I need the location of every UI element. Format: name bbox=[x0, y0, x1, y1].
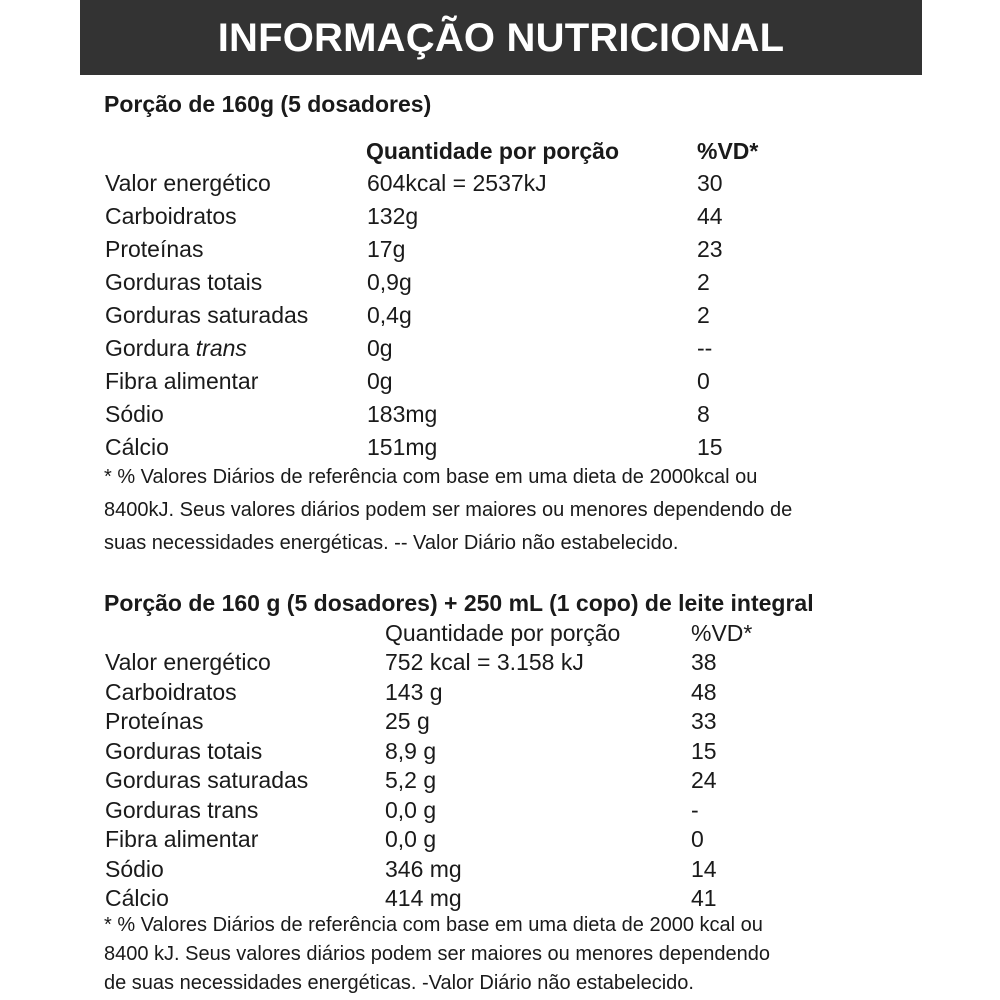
table-row bbox=[0, 826, 1000, 859]
table-row bbox=[0, 203, 1000, 236]
table-row bbox=[0, 302, 1000, 335]
nutrient-vd: 15 bbox=[691, 738, 717, 764]
table-row bbox=[0, 649, 1000, 682]
nutrient-name: Gorduras totais bbox=[105, 738, 263, 764]
nutrient-qty: 414 mg bbox=[385, 885, 462, 911]
nutrient-name: Carboidratos bbox=[105, 203, 237, 229]
nutrient-vd: 38 bbox=[691, 649, 717, 675]
nutrient-vd: 0 bbox=[697, 368, 710, 394]
nutrient-qty: 5,2 g bbox=[385, 767, 437, 793]
nutrient-vd: - bbox=[691, 797, 699, 823]
section2-qty-header: Quantidade por porção bbox=[385, 620, 621, 646]
nutrient-qty: 17g bbox=[367, 236, 406, 262]
nutrient-name: Valor energético bbox=[105, 649, 271, 675]
footnote-line: 8400 kJ. Seus valores diários podem ser maiores ou menores dependendo bbox=[104, 943, 770, 965]
nutrient-vd: 8 bbox=[697, 401, 710, 427]
nutrient-name: Proteínas bbox=[105, 236, 204, 262]
footnote-line: suas necessidades energéticas. -- Valor Diário não estabelecido. bbox=[104, 532, 679, 554]
header-bar bbox=[80, 0, 922, 75]
nutrient-qty: 604kcal = 2537kJ bbox=[367, 170, 547, 196]
nutrient-qty: 0,0 g bbox=[385, 797, 437, 823]
nutrient-name: Cálcio bbox=[105, 434, 169, 460]
nutrient-name: Carboidratos bbox=[105, 679, 237, 705]
footnote-line: * % Valores Diários de referência com base em uma dieta de 2000kcal ou bbox=[104, 466, 758, 488]
nutrient-name: Gorduras trans bbox=[105, 797, 259, 823]
nutrient-qty: 0,0 g bbox=[385, 826, 437, 852]
table-row bbox=[0, 335, 1000, 368]
nutrient-name: Valor energético bbox=[105, 170, 271, 196]
nutrient-vd: 15 bbox=[697, 434, 723, 460]
section1-vd-header: %VD* bbox=[697, 138, 759, 164]
nutrient-name-italic: trans bbox=[195, 335, 247, 361]
section1-portion-title: Porção de 160g (5 dosadores) bbox=[104, 91, 432, 117]
footnote-line: de suas necessidades energéticas. -Valor Diário não estabelecido. bbox=[104, 972, 694, 994]
table-row bbox=[0, 434, 1000, 467]
nutrient-qty: 752 kcal = 3.158 kJ bbox=[385, 649, 584, 675]
nutrient-name: Fibra alimentar bbox=[105, 826, 259, 852]
nutrient-vd: 14 bbox=[691, 856, 717, 882]
nutrient-name: Sódio bbox=[105, 401, 164, 427]
nutrient-vd: 23 bbox=[697, 236, 723, 262]
nutrient-qty: 0,9g bbox=[367, 269, 412, 295]
section1-qty-header: Quantidade por porção bbox=[366, 138, 620, 164]
nutrient-name bbox=[105, 335, 247, 362]
nutrient-vd: 41 bbox=[691, 885, 717, 911]
page-title: INFORMAÇÃO NUTRICIONAL bbox=[217, 16, 785, 60]
nutrient-qty: 0g bbox=[367, 368, 393, 394]
nutrient-qty: 346 mg bbox=[385, 856, 462, 882]
nutrient-qty: 25 g bbox=[385, 708, 430, 734]
nutrient-vd: 44 bbox=[697, 203, 723, 229]
nutrient-vd: 0 bbox=[691, 826, 704, 852]
nutrient-qty: 183mg bbox=[367, 401, 438, 427]
nutrient-qty: 143 g bbox=[385, 679, 443, 705]
table-row bbox=[0, 368, 1000, 401]
nutrient-vd: 2 bbox=[697, 269, 710, 295]
nutrient-qty: 0,4g bbox=[367, 302, 412, 328]
nutrient-name: Fibra alimentar bbox=[105, 368, 259, 394]
footnote-line: 8400kJ. Seus valores diários podem ser maiores ou menores dependendo de bbox=[104, 499, 793, 521]
section2-vd-header: %VD* bbox=[691, 620, 753, 646]
nutrient-vd: 2 bbox=[697, 302, 710, 328]
nutrient-qty: 132g bbox=[367, 203, 419, 229]
nutrient-qty: 0g bbox=[367, 335, 393, 361]
nutrient-qty: 151mg bbox=[367, 434, 438, 460]
footnote-line: * % Valores Diários de referência com base em uma dieta de 2000 kcal ou bbox=[104, 914, 763, 936]
nutrient-name: Cálcio bbox=[105, 885, 169, 911]
nutrient-vd: -- bbox=[697, 335, 713, 361]
nutrient-vd: 33 bbox=[691, 708, 717, 734]
nutrient-vd: 48 bbox=[691, 679, 717, 705]
nutrient-vd: 24 bbox=[691, 767, 717, 793]
nutrient-qty: 8,9 g bbox=[385, 738, 437, 764]
nutrient-name-text: Gordura bbox=[105, 335, 196, 361]
nutrient-vd: 30 bbox=[697, 170, 723, 196]
nutrient-name: Gorduras saturadas bbox=[105, 302, 309, 328]
nutrient-name: Gorduras totais bbox=[105, 269, 263, 295]
table-row bbox=[0, 767, 1000, 800]
nutrient-name: Proteínas bbox=[105, 708, 204, 734]
table-row bbox=[0, 401, 1000, 434]
table-row bbox=[0, 269, 1000, 302]
nutrient-name: Sódio bbox=[105, 856, 164, 882]
table-row bbox=[0, 236, 1000, 269]
section2-portion-title: Porção de 160 g (5 dosadores) + 250 mL (1 copo) de leite integral bbox=[104, 590, 814, 616]
table-row bbox=[0, 708, 1000, 741]
nutrient-name: Gorduras saturadas bbox=[105, 767, 309, 793]
table-row bbox=[0, 170, 1000, 203]
